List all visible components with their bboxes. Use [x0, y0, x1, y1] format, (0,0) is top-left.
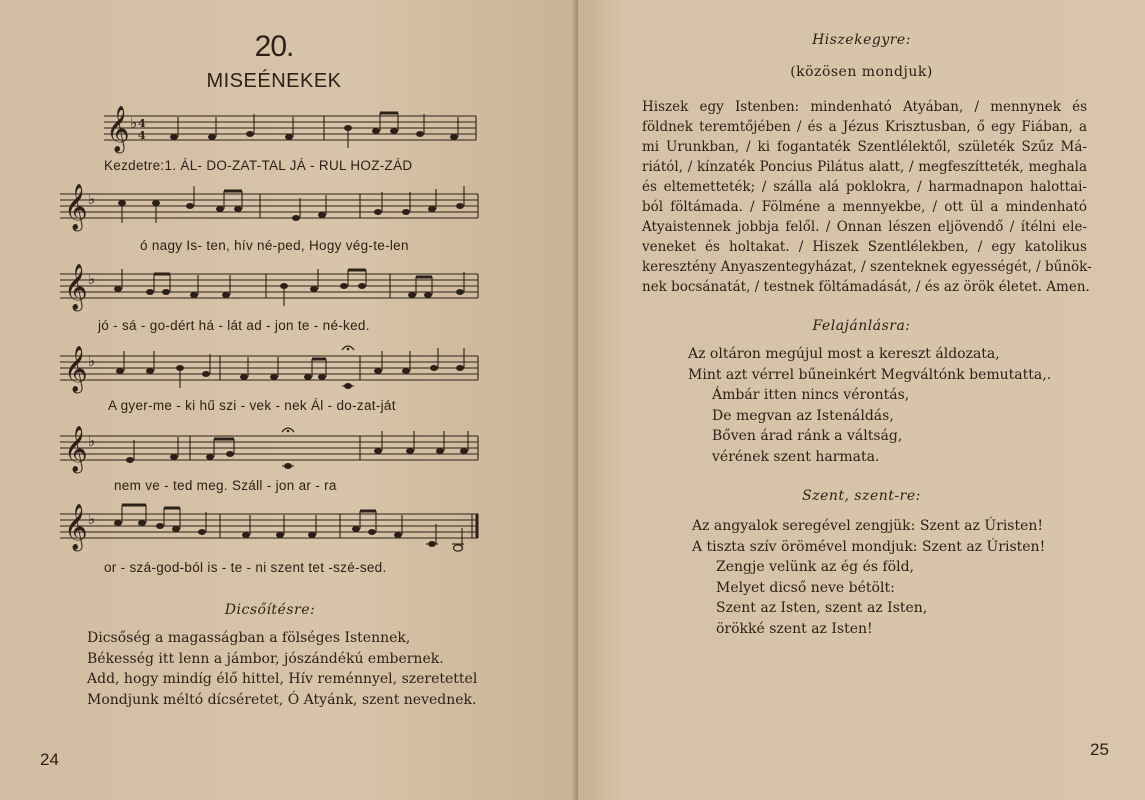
song-title: MISEÉNEKEK [206, 70, 342, 92]
verse-line: Ámbár itten nincs vérontás, [712, 387, 910, 403]
sanctus-verse [692, 516, 1045, 639]
svg-text:♭: ♭ [130, 114, 138, 132]
creed-line: földnek teremtőjében / és a Jézus Krisztusban, ő egy Fiában, a [642, 119, 1087, 135]
lyric-line-3: jó - sá - go-dért há - lát ad - jon te - né-ked. [98, 318, 370, 333]
offertory-verse [688, 344, 1051, 467]
svg-text:𝄞: 𝄞 [64, 264, 88, 310]
verse-line: Az angyalok seregével zengjük: Szent az Úristen! [692, 518, 1044, 534]
verse-line: Békesség itt lenn a jámbor, jószándékú embernek. [87, 650, 444, 667]
svg-text:𝄞: 𝄞 [106, 106, 130, 152]
svg-text:𝄞: 𝄞 [64, 184, 88, 230]
verse-line: Zengje velünk az ég és föld, [716, 559, 914, 575]
sanctus-heading: Szent, szent-re: [802, 488, 921, 504]
lyric-line-1: Kezdetre:1. ÁL- DO-ZAT-TAL JÁ - RUL HOZ-ZÁD [104, 158, 413, 173]
verse-line: De megvan az Istenáldás, [712, 407, 894, 424]
svg-text:4: 4 [138, 117, 146, 130]
right-page [578, 0, 1145, 800]
svg-text:♭: ♭ [88, 190, 96, 208]
music-staff-6 [60, 498, 485, 560]
svg-text:♭: ♭ [88, 352, 96, 370]
svg-text:♭: ♭ [88, 510, 96, 528]
doxology-verse [87, 628, 477, 710]
svg-text:𝄞: 𝄞 [64, 504, 88, 550]
svg-text:♭: ♭ [88, 270, 96, 288]
verse-line: Szent az Isten, szent az Isten, [716, 600, 928, 616]
creed-line: veneket és holtakat. / Hiszek Szentlélekben, / egy katolikus [642, 239, 1087, 255]
verse-line: örökké szent az Isten! [716, 620, 873, 637]
page-number-right: 25 [1090, 740, 1109, 759]
doxology-heading: Dicsőítésre: [224, 602, 316, 618]
creed-text [642, 97, 1092, 297]
page-number-left: 24 [40, 750, 59, 769]
creed-subheading: (közösen mondjuk) [790, 64, 933, 80]
verse-line: Az oltáron megújul most a kereszt áldozata, [688, 346, 1000, 362]
verse-line: Dicsőség a magasságban a fölséges Istennek, [87, 630, 411, 646]
verse-line: A tiszta szív örömével mondjuk: Szent az Úristen! [692, 538, 1046, 555]
lyric-line-4: A gyer-me - ki hű szi - vek - nek Ál - do-zat-ját [108, 398, 396, 413]
creed-line: Atyaistennek jobbja felől. / Onnan lészen eljövendő / ítélni ele- [642, 219, 1087, 235]
verse-line: Mondjunk méltó dícséretet, Ó Atyánk, szent nevednek. [87, 691, 477, 708]
creed-line: nek bocsánatát, / testnek föltámadását, / és az örök életet. Amen. [642, 279, 1090, 295]
music-staff-2 [60, 182, 485, 234]
svg-text:4: 4 [138, 129, 146, 142]
verse-line: Mint azt vérrel bűneinkért Megváltónk bemutatta,. [688, 366, 1052, 383]
lyric-line-5: nem ve - ted meg. Száll - jon ar - ra [114, 478, 337, 493]
creed-heading: Hiszekegyre: [812, 32, 911, 48]
music-staff-5 [60, 420, 485, 476]
svg-text:♭: ♭ [88, 432, 96, 450]
svg-text:𝄞: 𝄞 [64, 426, 88, 472]
verse-line: Melyet dicső neve bétölt: [716, 579, 895, 596]
music-staff-4 [60, 340, 485, 396]
creed-line: mi Urunkban, / ki fogantaték Szentlélektől, születék Szűz Má- [642, 139, 1087, 155]
creed-line: keresztény Anyaszentegyházat, / szenteknek egyességét, / bűnök- [642, 259, 1092, 275]
creed-line: Hiszek egy Istenben: mindenható Atyában, / mennynek és [642, 99, 1087, 115]
creed-line: riától, / kínzaték Poncius Pilátus alatt, / megfeszítteték, meghala [642, 159, 1087, 175]
svg-text:𝄞: 𝄞 [64, 346, 88, 392]
creed-line: ból föltámada. / Fölméne a mennyekbe, / ott ül a mindenható [642, 199, 1087, 215]
verse-line: vérének szent harmata. [712, 448, 880, 465]
creed-line: és eltemetteték; / szálla alá poklokra, / harmadnapon halottai- [642, 179, 1087, 195]
lyric-line-6: or - szá-god-ból is - te - ni szent tet -szé-sed. [104, 560, 387, 575]
song-number: 20. [254, 30, 294, 63]
music-staff-3 [60, 262, 485, 314]
offertory-heading: Felajánlásra: [812, 318, 911, 334]
music-staff-1 [104, 104, 484, 156]
lyric-line-2: ó nagy Is- ten, hív né-ped, Hogy vég-te-len [140, 238, 409, 253]
verse-line: Add, hogy mindíg élő hittel, Hív reménnyel, szeretettel [87, 671, 478, 687]
verse-line: Bőven árad ránk a váltság, [712, 428, 903, 444]
